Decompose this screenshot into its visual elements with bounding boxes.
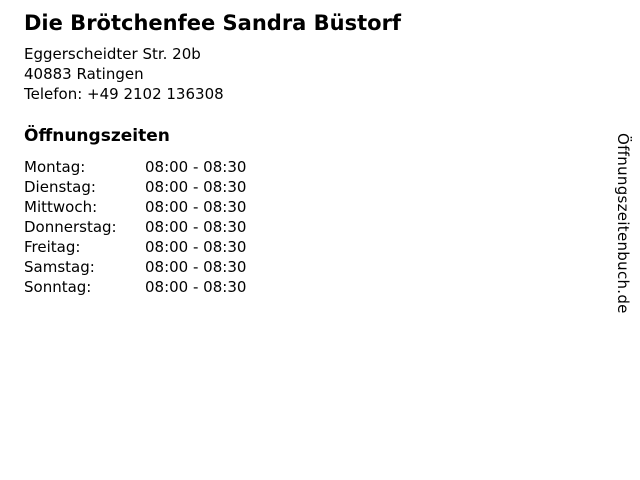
hours-row-dienstag [24,177,640,197]
address-city: 40883 Ratingen [24,65,144,83]
hours-time-value: 08:00 - 08:30 [145,198,247,216]
hours-time-value: 08:00 - 08:30 [145,178,247,196]
hours-time-value: 08:00 - 08:30 [145,278,247,296]
hours-day-label: Samstag: [24,258,95,276]
hours-time-value: 08:00 - 08:30 [145,218,247,236]
hours-day-label: Sonntag: [24,278,92,296]
hours-row-montag [24,157,640,177]
hours-row-sonntag [24,277,640,297]
hours-day-label: Mittwoch: [24,198,98,216]
hours-heading: Öffnungszeiten [24,126,170,146]
business-name: Die Brötchenfee Sandra Büstorf [24,11,402,35]
hours-time-value: 08:00 - 08:30 [145,258,247,276]
hours-row-donnerstag [24,217,640,237]
hours-table [24,157,640,297]
business-address [24,44,640,104]
hours-time-value: 08:00 - 08:30 [145,238,247,256]
watermark-site-name: Öffnungszeitenbuch.de [614,133,632,314]
hours-day-label: Freitag: [24,238,81,256]
address-phone: Telefon: +49 2102 136308 [24,85,224,103]
address-street: Eggerscheidter Str. 20b [24,45,201,63]
hours-time-value: 08:00 - 08:30 [145,158,247,176]
hours-day-label: Donnerstag: [24,218,117,236]
hours-row-samstag [24,257,640,277]
hours-row-freitag [24,237,640,257]
hours-day-label: Dienstag: [24,178,96,196]
hours-day-label: Montag: [24,158,86,176]
hours-row-mittwoch [24,197,640,217]
